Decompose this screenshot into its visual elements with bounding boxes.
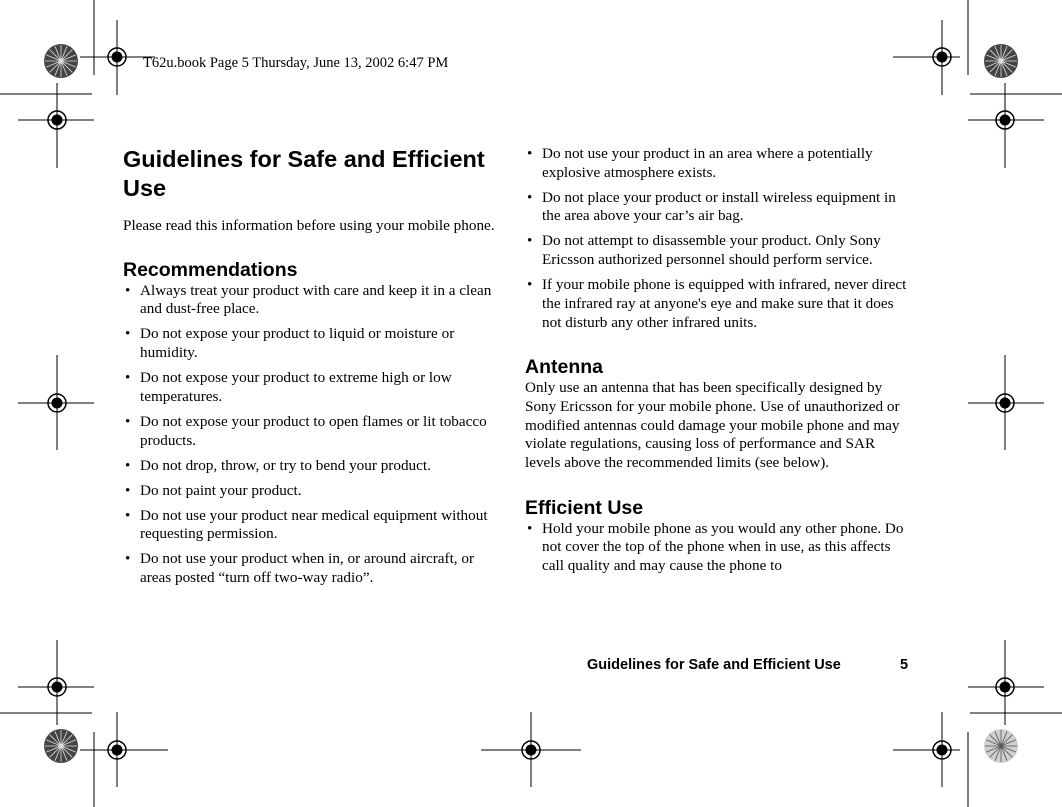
efficient-use-list: [525, 520, 910, 576]
recommendations-list: [123, 282, 508, 588]
efficient-use-heading: Efficient Use: [525, 496, 644, 519]
page-title: Guidelines for Safe and Efficient Use: [123, 146, 485, 201]
list-item: • Do not expose your product to open flames or lit tobacco products.: [123, 413, 508, 450]
list-item: • Do not paint your product.: [123, 482, 508, 501]
list-item: • Do not expose your product to liquid or moisture or humidity.: [123, 325, 508, 362]
print-header-note: T62u.book Page 5 Thursday, June 13, 2002 6:47 PM: [143, 55, 449, 71]
list-item: • Do not use your product in an area where a potentially explosive atmosphere exists.: [525, 145, 910, 182]
left-column: [123, 145, 508, 594]
list-item: • Do not place your product or install wireless equipment in the area above your car’s air bag.: [525, 189, 910, 226]
recommendations-list-continued: [525, 145, 910, 332]
antenna-text: Only use an antenna that has been specifically designed by Sony Ericsson for your mobile phone. Use of unauthorized or modified antennas could damage your mobile phone and may violate regulations, causing loss of performance and SAR levels above the recommended limits (see below).: [525, 379, 900, 472]
footer-title: Guidelines for Safe and Efficient Use: [587, 657, 841, 673]
list-item: • Do not drop, throw, or try to bend your product.: [123, 457, 508, 476]
intro-text: Please read this information before using your mobile phone.: [123, 217, 495, 234]
list-item: • Always treat your product with care and keep it in a clean and dust-free place.: [123, 282, 508, 319]
antenna-heading: Antenna: [525, 356, 603, 379]
page-number: 5: [900, 657, 909, 673]
list-item: • Hold your mobile phone as you would any other phone. Do not cover the top of the phone when in use, as this affects call quality and may cause the phone to: [525, 520, 910, 576]
list-item: • If your mobile phone is equipped with infrared, never direct the infrared ray at anyone's eye and make sure that it does not disturb any other infrared units.: [525, 276, 910, 332]
recommendations-heading: Recommendations: [123, 258, 298, 281]
list-item: • Do not use your product near medical equipment without requesting permission.: [123, 507, 508, 544]
list-item: • Do not expose your product to extreme high or low temperatures.: [123, 369, 508, 406]
list-item: • Do not use your product when in, or around aircraft, or areas posted “turn off two-way radio”.: [123, 550, 508, 587]
list-item: • Do not attempt to disassemble your product. Only Sony Ericsson authorized personnel should perform service.: [525, 232, 910, 269]
right-column: [525, 145, 910, 582]
